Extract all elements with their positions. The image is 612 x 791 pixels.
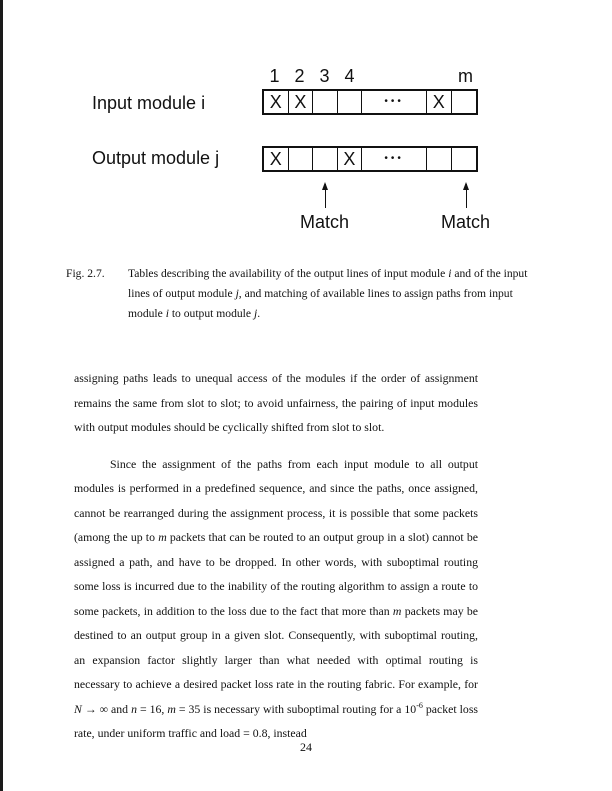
input-ellipsis-cell: ••• bbox=[362, 91, 427, 113]
output-module-label: Output module j bbox=[92, 148, 220, 168]
paragraph-2: Since the assignment of the paths from each input module to all output modules is performed in a predefined sequence, and since the paths, once assigned, cannot be rearranged during the assignment process, it is possible that some packets (among the up to m packets that can be routed to an output group in a slot) cannot be assigned a path, and have to be dropped. In other words, with suboptimal routing some loss is incurred due to the inability of the routing algorithm to assign a route to some packets, in addition to the loss due to the fact that more than m packets may be destined to an output group in a given slot. Consequently, with suboptimal routing, an expansion factor slightly larger than what needed with optimal routing is necessary to achieve a desired packet loss rate in the routing fabric. For example, for N → ∞ and n = 16, m = 35 is necessary with suboptimal routing for a $10^{-6}$ packet loss rate, under uniform traffic and load = 0.8, instead bbox=[74, 456, 479, 740]
input-cell-3 bbox=[313, 91, 338, 113]
input-cell-m-1: X bbox=[427, 91, 452, 113]
input-cell-m bbox=[452, 91, 477, 113]
column-header-2: 2 bbox=[294, 66, 305, 86]
output-cell-m bbox=[452, 148, 477, 170]
column-header-4: 4 bbox=[344, 66, 355, 86]
page-number: 24 bbox=[300, 740, 312, 754]
output-module-table bbox=[262, 146, 478, 172]
output-cell-m-1 bbox=[427, 148, 452, 170]
figure-2-7 bbox=[0, 0, 612, 250]
input-cell-2: X bbox=[289, 91, 314, 113]
output-cell-4: X bbox=[338, 148, 363, 170]
input-cell-4 bbox=[338, 91, 363, 113]
output-ellipsis-cell: ••• bbox=[362, 148, 427, 170]
match-label-1: Match bbox=[300, 212, 350, 232]
caption-number: Fig. 2.7. bbox=[66, 267, 105, 280]
match-label-2: Match bbox=[441, 212, 491, 232]
column-header-1: 1 bbox=[269, 66, 280, 86]
caption-text: Tables describing the availability of the output lines of input module i and of the input lines of output module j, and matching of available lines to assign paths from input module i to output module j. bbox=[128, 267, 528, 320]
column-header-3: 3 bbox=[319, 66, 330, 86]
input-module-table bbox=[262, 89, 478, 115]
up-arrow-icon bbox=[325, 184, 326, 208]
output-cell-1: X bbox=[264, 148, 289, 170]
paragraph-1: assigning paths leads to unequal access of the modules if the order of assignment remains the same from slot to slot; to avoid unfairness, the pairing of input modules with output modules should be cyclically shifted from slot to slot. bbox=[74, 371, 478, 434]
input-module-label: Input module i bbox=[92, 93, 206, 113]
output-cell-3 bbox=[313, 148, 338, 170]
up-arrow-icon bbox=[466, 184, 467, 208]
body-text bbox=[74, 366, 478, 746]
output-cell-2 bbox=[289, 148, 314, 170]
column-header-m: m bbox=[458, 66, 473, 86]
input-cell-1: X bbox=[264, 91, 289, 113]
figure-caption bbox=[66, 264, 536, 324]
